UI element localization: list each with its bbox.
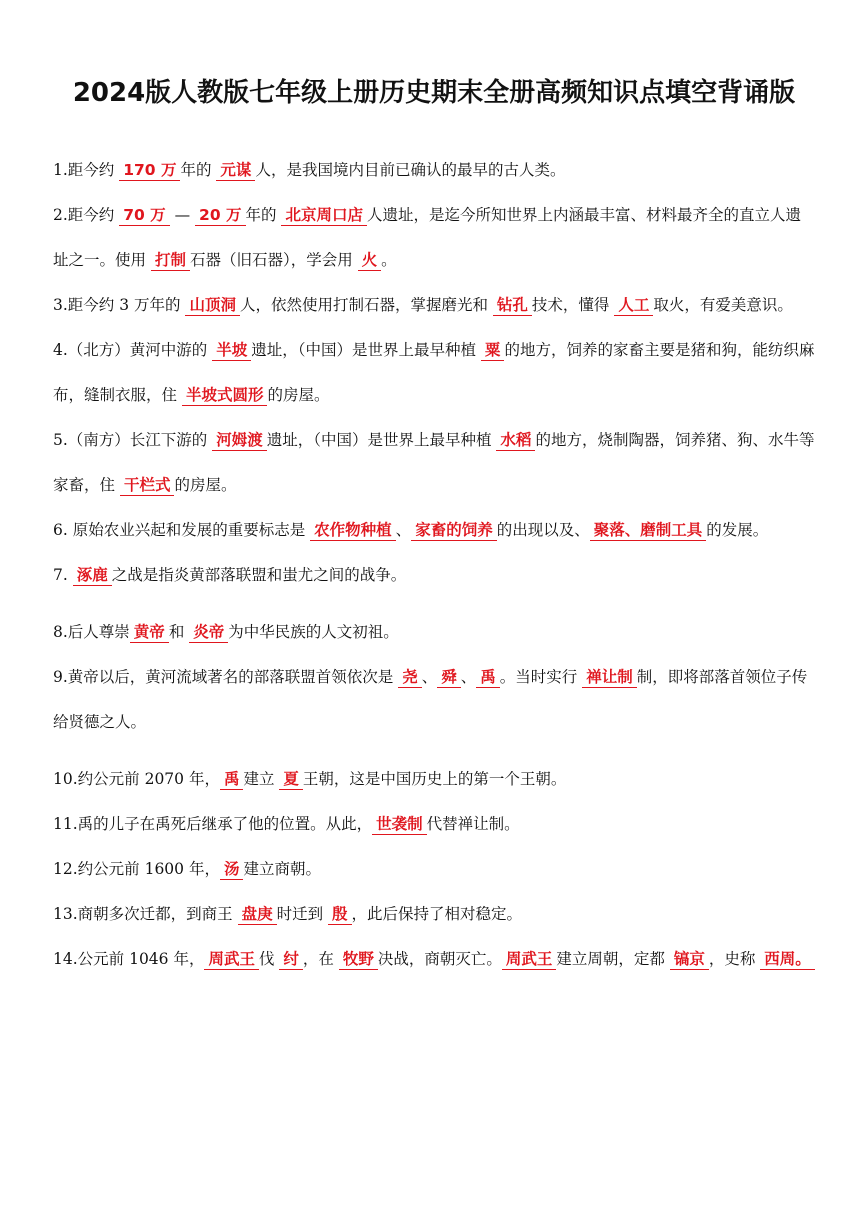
answer-blank: 聚落、磨制工具 [590,521,707,541]
answer-blank: 禅让制 [582,668,637,688]
question-text: 人，是我国境内目前已确认的最早的古人类。 [255,161,566,179]
answer-blank: 黄帝 [130,623,169,643]
answer-blank: 水稻 [496,431,535,451]
answer-blank: 农作物种植 [310,521,396,541]
question-text: 6. 原始农业兴起和发展的重要标志是 [53,521,311,539]
answer-blank: 北京周口店 [281,206,367,226]
question-text: 4.（北方）黄河中游的 [53,341,213,359]
answer-blank: 纣 [279,950,303,970]
answer-blank: 人工 [614,296,653,316]
question-text: 、 [395,521,412,539]
question-text: 10.约公元前 2070 年， [53,770,220,788]
question-text: 14.公元前 1046 年， [53,950,205,968]
answer-blank: 世袭制 [372,815,427,835]
list-item [53,655,815,745]
question-text: ，在 [302,950,339,968]
question-text: ，此后保持了相对稳定。 [351,905,523,923]
list-item [53,418,815,508]
question-text: 年的 [180,161,217,179]
question-text: 7. [53,566,73,584]
question-text: 和 [168,623,190,641]
answer-blank: 汤 [220,860,244,880]
question-text: 11.禹的儿子在禹死后继承了他的位置。从此， [53,815,373,833]
list-item [53,508,815,553]
question-text: 的房屋。 [267,386,330,404]
question-text: 技术，懂得 [531,296,615,314]
answer-blank: 70 万 [119,206,169,226]
question-text: 、 [421,668,438,686]
answer-blank: 舜 [437,668,461,688]
question-text: 3.距今约 3 万年的 [53,296,186,314]
question-text: 人，依然使用打制石器，掌握磨光和 [239,296,493,314]
answer-blank: 殷 [328,905,352,925]
list-item [53,283,815,328]
answer-blank: 打制 [151,251,190,271]
question-text: 的房屋。 [174,476,237,494]
answer-blank: 周武王 [204,950,259,970]
answer-blank: 禹 [476,668,500,688]
question-text: 9.黄帝以后，黄河流域著名的部落联盟首领依次是 [53,668,399,686]
list-item [53,610,815,655]
question-text: 。当时实行 [499,668,583,686]
question-text: 、 [460,668,477,686]
question-text: 2.距今约 [53,206,120,224]
question-text: 制，即将部落首领位子传给贤德之人。 [53,668,808,731]
list-item [53,802,815,847]
question-text: 遗址，（中国）是世界上最早种植 [266,431,497,449]
question-text: 建立商朝。 [243,860,321,878]
answer-blank: 元谋 [216,161,255,181]
question-text: 为中华民族的人文初祖。 [228,623,399,641]
answer-blank: 干栏式 [120,476,175,496]
question-text: 建立 [243,770,280,788]
question-text: 5.（南方）长江下游的 [53,431,213,449]
answer-blank: 河姆渡 [212,431,267,451]
list-item [53,847,815,892]
answer-blank: 170 万 [119,161,180,181]
answer-blank: 禹 [220,770,244,790]
question-text: 年的 [245,206,282,224]
answer-blank: 牧野 [339,950,378,970]
list-item [53,937,815,982]
list-item [53,193,815,283]
answer-blank: 半坡 [212,341,251,361]
question-text: 取火，有爱美意识。 [653,296,793,314]
question-text: 伐 [258,950,280,968]
question-text: 之战是指炎黄部落联盟和蚩尤之间的战争。 [111,566,407,584]
list-item [53,757,815,802]
list-item [53,892,815,937]
answer-blank: 山顶洞 [185,296,240,316]
list-item [53,553,815,598]
answer-blank: 炎帝 [189,623,228,643]
answer-blank: 夏 [279,770,303,790]
question-text: 13.商朝多次迁都，到商王 [53,905,238,923]
list-item [53,328,815,418]
question-text: 的地方，饲养的家畜主要是猪和狗，能纺织麻布，缝制衣服，住 [53,341,815,404]
fill-in-list [53,148,815,982]
question-text: 人遗址，是迄今所知世界上内涵最丰富、材料最齐全的直立人遗址之一。使用 [53,206,801,269]
question-text: 1.距今约 [53,161,120,179]
page-title: 2024版人教版七年级上册历史期末全册高频知识点填空背诵版 [72,78,796,108]
question-text: ，史称 [708,950,761,968]
question-text: 8.后人尊崇 [53,623,130,641]
list-item [53,148,815,193]
answer-blank: 周武王 [502,950,557,970]
answer-blank: 涿鹿 [73,566,112,586]
question-text: 的出现以及、 [496,521,590,539]
question-text: 王朝，这是中国历史上的第一个王朝。 [302,770,567,788]
answer-blank: 半坡式圆形 [182,386,268,406]
question-text: 代替禅让制。 [426,815,520,833]
answer-blank: 20 万 [195,206,245,226]
answer-blank: 镐京 [670,950,709,970]
answer-blank: 盘庚 [238,905,277,925]
question-text: — [169,206,196,224]
answer-blank: 家畜的饲养 [411,521,497,541]
question-text: 建立周朝，定都 [556,950,670,968]
question-text: 的地方，烧制陶器，饲养猪、狗、水牛等家畜，住 [53,431,815,494]
question-text: 决战，商朝灭亡。 [377,950,502,968]
question-text: 12.约公元前 1600 年， [53,860,220,878]
question-text: 遗址，（中国）是世界上最早种植 [251,341,481,359]
answer-blank: 西周。 [760,950,815,970]
answer-blank: 尧 [398,668,422,688]
answer-blank: 火 [358,251,382,271]
question-text: 时迁到 [276,905,329,923]
question-text: 的发展。 [706,521,769,539]
answer-blank: 钻孔 [493,296,532,316]
question-text: 石器（旧石器），学会用 [189,251,358,269]
answer-blank: 粟 [481,341,505,361]
question-text: 。 [381,251,397,269]
